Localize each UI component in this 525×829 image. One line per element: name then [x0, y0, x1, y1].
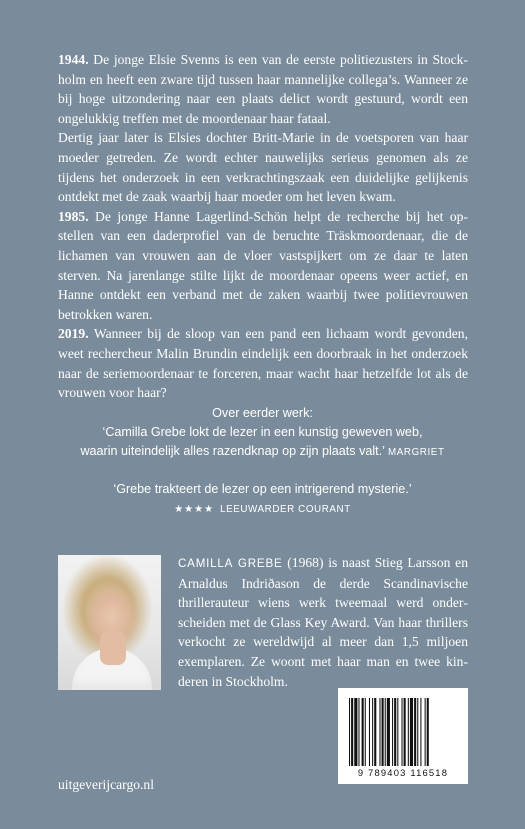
quotes-heading: Over eerder werk: [212, 406, 313, 420]
blurb-year: 2019. [58, 326, 89, 342]
barcode-bar [351, 698, 353, 766]
isbn-number: 9 789403 116518 [357, 767, 449, 778]
barcode-bar [427, 698, 429, 766]
review-quotes [40, 404, 485, 519]
barcode-bar [425, 698, 426, 766]
quote-line: waarin uiteindelijk alles razendknap op zijn plaats valt.’ [80, 444, 385, 458]
barcode-bar [397, 698, 398, 766]
blurb-text [58, 50, 468, 403]
review-quote-leeuwarder [40, 480, 485, 519]
photo-hand [100, 629, 126, 665]
blurb-paragraph-britt-marie [58, 128, 468, 206]
barcode-bar [414, 698, 416, 766]
barcode-bar [358, 698, 359, 766]
review-quote-margriet [40, 423, 485, 462]
barcode-bar [387, 698, 390, 766]
blurb-paragraph-text: De jonge Hanne Lagerlind-Schön helpt de recherche bij het opstellen van een daderprofiel van de beruchte Träskmoordenaar, die de lichamen van vrouwen aan de vloer vastspijkert om ze daar te laten sterven. Na jarenlange stilte lijkt de moordenaar opeens weer actief, en Hanne ontdekt een verband met de zaken waarbij twee politievrouwen betrokken waren. [58, 208, 468, 322]
barcode-bar [379, 698, 380, 766]
quote-source: LEEUWARDER COURANT [220, 504, 351, 515]
barcode-bar [369, 698, 370, 766]
barcode-bar [408, 698, 409, 766]
blurb-paragraph-2019 [58, 324, 468, 402]
author-photo [58, 555, 161, 690]
author-bio-text: (1968) is naast Stieg Larsson en Arnaldus Indriðason de derde Scandinavische thrillerauteur wiens werk tweemaal werd onderscheiden met de Glass Key Award. Van haar thrillers verkocht ze wereldwijd al meer dan 1,5 miljoen exemplaren. Ze woont met haar man en twee kinderen in Stockholm. [178, 555, 468, 689]
blurb-paragraph-text: De jonge Elsie Svenns is een van de eerste politiezusters in Stockholm en heeft een zware tijd tussen haar mannelijke collega’s. Wanneer ze bij hoge uitzondering naar een plaats delict wordt gestuurd, wordt een ongelukkig treffen met de moordenaar haar fataal. [58, 52, 468, 126]
blurb-paragraph-1985 [58, 207, 468, 325]
blurb-year: 1944. [58, 52, 89, 67]
blurb-paragraph-1944 [58, 50, 468, 128]
barcode-bar [404, 698, 406, 766]
barcode-bar [392, 698, 393, 766]
barcode-bar [382, 698, 384, 766]
barcode-bar [365, 698, 366, 766]
barcode-bar [362, 698, 364, 766]
author-bio [178, 553, 468, 691]
blurb-paragraph-text: Dertig jaar later is Elsies dochter Britt-Marie in de voetsporen van haar moeder getreden. Ze wordt echter nauwelijks serieus genomen als ze tijdens het onderzoek in een verkrachtingszaak een duidelijke gelijkenis ontdekt met de zaak waarbij haar moeder om het leven kwam. [58, 130, 468, 205]
barcode-bar [349, 698, 350, 766]
author-name: CAMILLA GREBE [178, 557, 283, 570]
barcode-bar [417, 698, 418, 766]
barcode-bar [402, 698, 403, 766]
barcode-bars [349, 698, 457, 766]
rating-stars: ★★★★ [174, 504, 215, 515]
barcode-bar [394, 698, 396, 766]
barcode-bar [420, 698, 421, 766]
barcode-bar [372, 698, 373, 766]
quote-line: ‘Grebe trakteert de lezer op een intrigerend mysterie.’ [113, 482, 412, 496]
barcode-bar [354, 698, 357, 766]
isbn-barcode [338, 688, 468, 784]
blurb-paragraph-text: Wanneer bij de sloop van een pand een lichaam wordt gevonden, weet rechercheur Malin Brundin eindelijk een doorbraak in het onderzoek naar de seriemoordenaar te forceren, maar wacht haar hetzelfde lot als de vrouwen voor haar? [58, 326, 468, 401]
barcode-bar [374, 698, 376, 766]
barcode-bar [385, 698, 386, 766]
blurb-year: 1985. [58, 208, 89, 224]
quote-source: MARGRIET [388, 447, 445, 458]
publisher-url: uitgeverijcargo.nl [58, 777, 155, 792]
quote-line: ‘Camilla Grebe lokt de lezer in een kunstig geweven web, [102, 425, 423, 439]
barcode-bar [410, 698, 413, 766]
